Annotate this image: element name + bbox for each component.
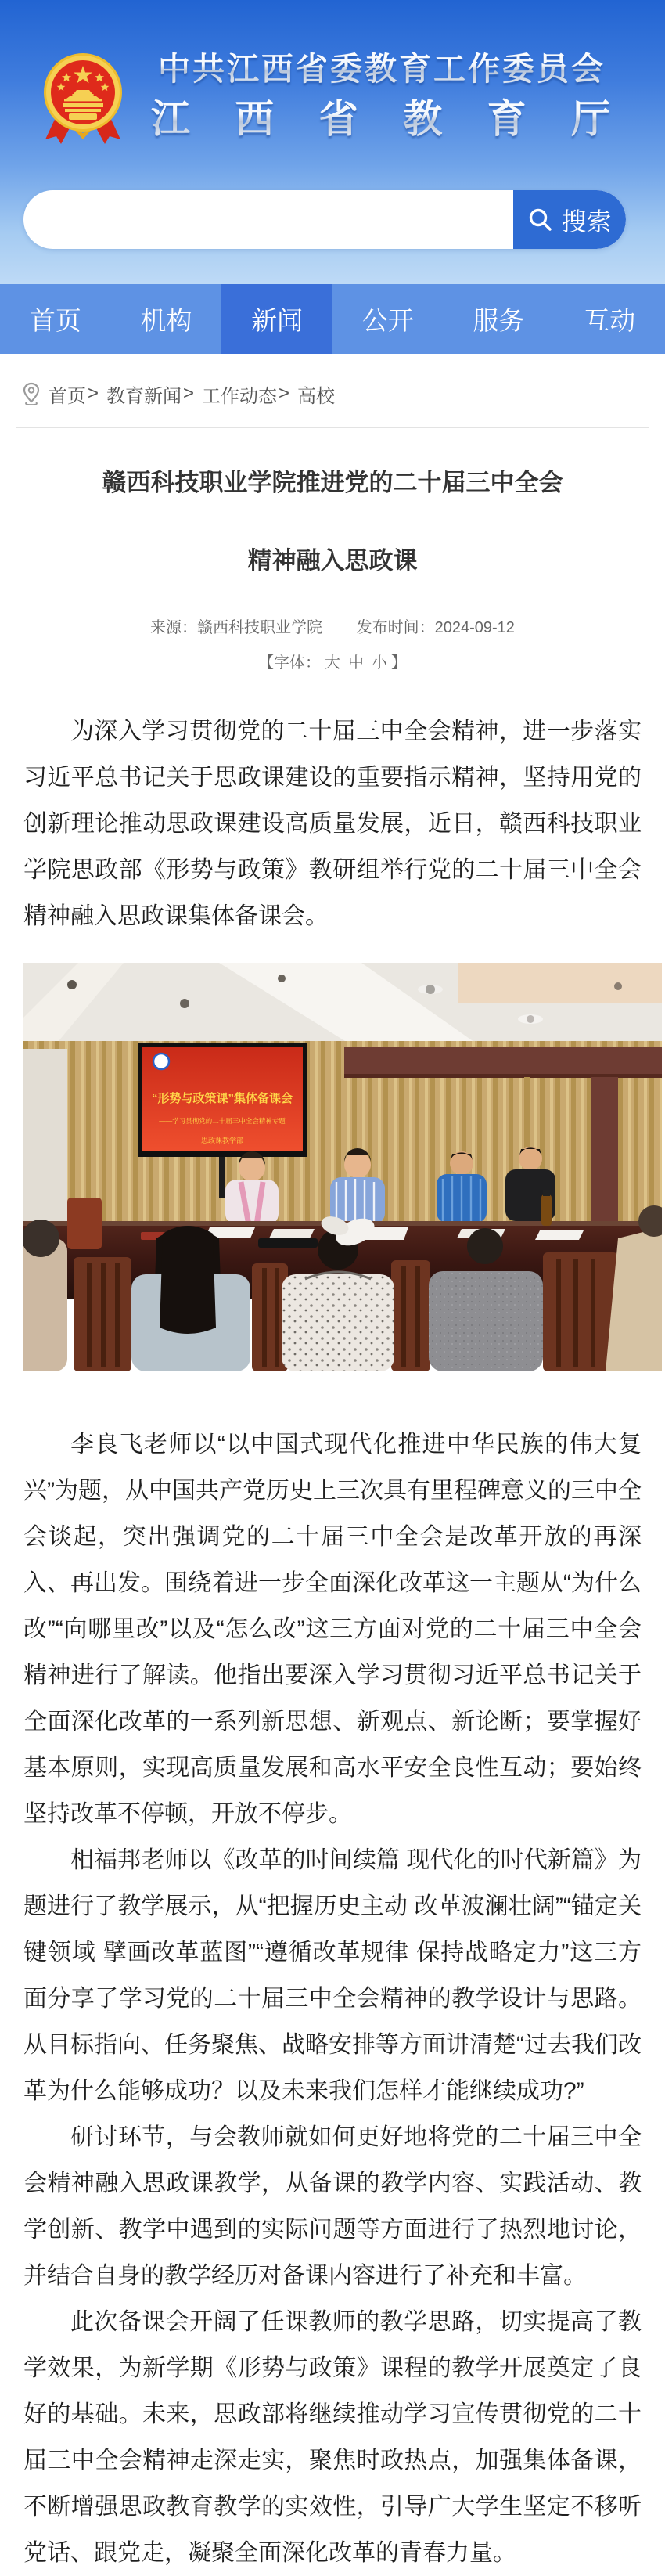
search-button[interactable] (513, 190, 626, 249)
font-size-large[interactable]: 大 (325, 654, 340, 672)
paragraph-2: 李良飞老师以“以中国式现代化推进中华民族的伟大复兴”为题，从中国共产党历史上三次具有里程碑意义的三中全会谈起，突出强调党的二十届三中全会是改革开放的再深入、再出发。围绕着进一步全面深化改革这一主题从“为什么改”“向哪里改”以及“怎么改”这三方面对党的二十届三中全会精神进行了解读。他指出要深入学习贯彻习近平总书记关于全面深化改革的一系列新思想、新观点、新论断；要掌握好基本原则，实现高质量发展和高水平安全良性互动；要始终坚持改革不停顿，开放不停步。 (23, 1432, 642, 1827)
font-size-control (0, 650, 665, 672)
search-button-label: 搜索 (561, 207, 612, 236)
org-name-committee: 中共江西省委教育工作委员会 (151, 49, 613, 89)
breadcrumb-home[interactable]: 首页 (49, 385, 86, 407)
site-header (0, 0, 665, 284)
paragraph-5: 此次备课会开阔了任课教师的教学思路，切实提高了教学效果，为新学期《形势与政策》课程的教学开展奠定了良好的基础。未来，思政部将继续推动学习宣传贯彻党的二十届三中全会精神走深走实，聚焦时政热点，加强集体备课，不断增强思政教育教学的实效性，引导广大学生坚定不移听党话、跟党走，凝聚全面深化改革的青春力量。 (23, 2309, 642, 2566)
breadcrumb (0, 354, 665, 415)
main-nav (0, 284, 665, 354)
national-emblem-icon (41, 52, 125, 144)
article-title-line2: 精神融入思政课 (247, 547, 418, 575)
divider (16, 427, 649, 428)
photo-screen-footer: 思政课教学部 (200, 1137, 244, 1144)
site-title-block (151, 49, 613, 142)
nav-item-home[interactable]: 首页 (29, 306, 81, 335)
font-size-medium[interactable]: 中 (348, 654, 364, 672)
font-size-prefix: 【字体： (258, 654, 321, 672)
nav-item-interaction[interactable]: 互动 (584, 306, 636, 335)
paragraph-3: 相福邦老师以《改革的时间续篇 现代化的时代新篇》为题进行了教学展示，从“把握历史主动 改革波澜壮阔”“锚定关键领域 擘画改革蓝图”“遵循改革规律 保持战略定力”这三方面分享了学习党的二十届三中全会精神的教学设计与思路。从目标指向、任务聚焦、战略安排等方面讲清楚“过去我们改革为什么能够成功？以及未来我们怎样才能继续成功?” (23, 1847, 642, 2104)
breadcrumb-separator: > (279, 383, 290, 404)
font-size-suffix: 】 (391, 654, 407, 672)
photo-screen-title: “形势与政策课”集体备课会 (151, 1092, 293, 1105)
article-body (23, 708, 642, 2576)
breadcrumb-education-news[interactable]: 教育新闻 (106, 385, 182, 407)
nav-item-news[interactable]: 新闻 (221, 284, 332, 354)
breadcrumb-separator: > (88, 383, 99, 404)
article-title-line1: 赣西科技职业学院推进党的二十届三中全会 (102, 469, 563, 496)
photo-screen-subtitle: ——学习贯彻党的二十届三中全会精神专题 (159, 1117, 286, 1125)
article-meta (0, 614, 665, 637)
article (0, 444, 665, 2576)
paragraph-4: 研讨环节，与会教师就如何更好地将党的二十届三中全会精神融入思政课教学，从备课的教学内容、实践活动、教学创新、教学中遇到的实际问题等方面进行了热烈地讨论，并结合自身的教学经历对备课内容进行了补充和丰富。 (23, 2124, 642, 2289)
location-pin-icon (22, 381, 41, 406)
article-title (31, 444, 634, 600)
nav-item-organizations[interactable]: 机构 (140, 306, 192, 335)
article-photo (23, 963, 662, 1371)
nav-item-disclosure[interactable]: 公开 (361, 306, 414, 335)
breadcrumb-separator: > (183, 383, 195, 404)
search-bar (23, 190, 626, 249)
article-source: 来源：赣西科技职业学院 (150, 619, 323, 636)
paragraph-1: 为深入学习贯彻党的二十届三中全会精神，进一步落实习近平总书记关于思政课建设的重要指示精神，坚持用党的创新理论推动思政课建设高质量发展，近日，赣西科技职业学院思政部《形势与政策》教研组举行党的二十届三中全会精神融入思政课集体备课会。 (23, 719, 642, 929)
org-name-department: 江西省教育厅 (151, 97, 610, 141)
article-publish-time: 发布时间：2024-09-12 (356, 619, 515, 636)
search-input[interactable] (23, 190, 513, 249)
breadcrumb-work-updates[interactable]: 工作动态 (202, 385, 278, 407)
nav-item-services[interactable]: 服务 (473, 306, 525, 335)
search-icon (527, 207, 554, 233)
breadcrumb-universities[interactable]: 高校 (297, 385, 336, 407)
font-size-small[interactable]: 小 (372, 654, 387, 672)
